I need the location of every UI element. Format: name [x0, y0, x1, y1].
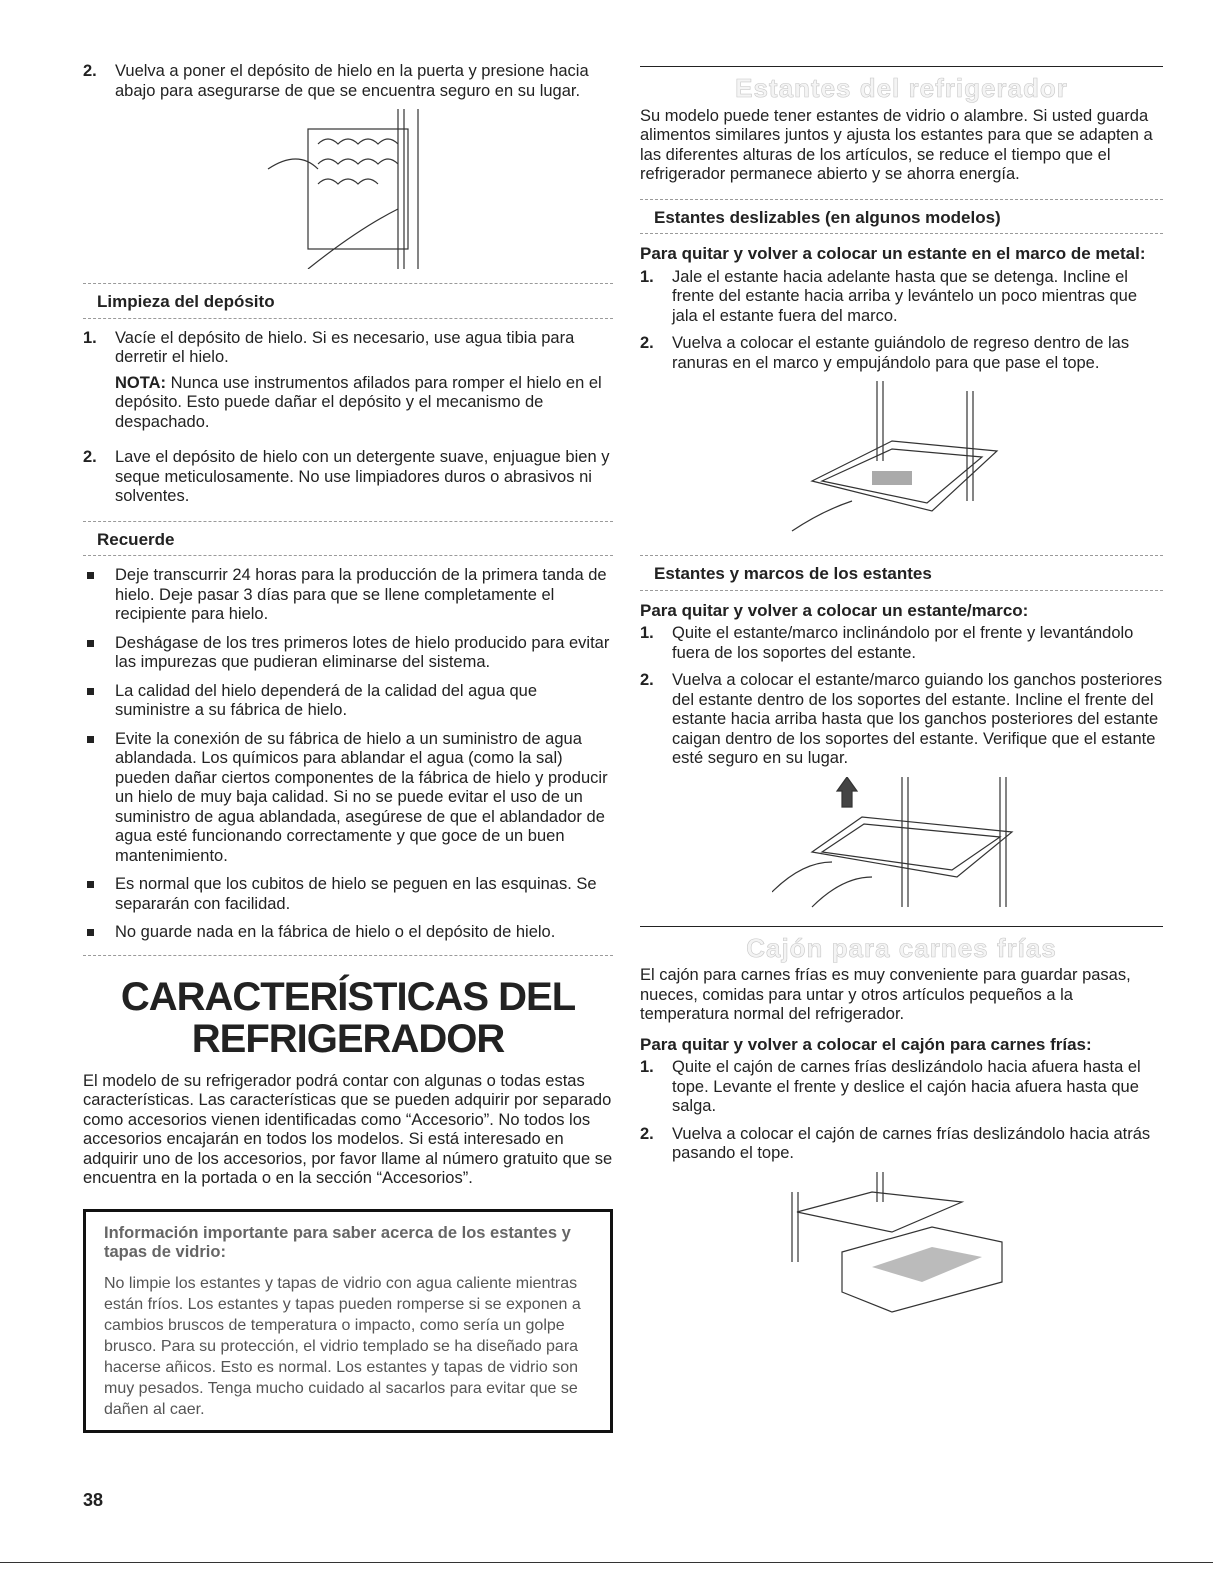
- step-number: 2.: [640, 1124, 654, 1143]
- bottom-rule: [0, 1562, 1213, 1563]
- page-number: 38: [83, 1490, 104, 1510]
- remember-heading: Recuerde: [83, 521, 613, 557]
- step-text: Vuelva a colocar el estante/marco guiando los ganchos posteriores del estante dentro de los soportes del estante. Incline el frente del estante hacia arriba hasta que los ganchos posteriores del estante caigan dentro de los soportes del estante. Verifique que el estante esté seguro en su lugar.: [672, 671, 1163, 767]
- features-title-line-1: CARACTERÍSTICAS DEL: [120, 974, 576, 1019]
- cleaning-step-2: [83, 448, 613, 507]
- step-number: 1.: [83, 328, 97, 347]
- shelf-frames-heading: Estantes y marcos de los estantes: [640, 555, 1163, 591]
- step-text: Vuelva a poner el depósito de hielo en la puerta y presione hacia abajo para asegurarse de que se encuentra seguro en su lugar.: [115, 62, 589, 100]
- deli-step-2: [640, 1125, 1163, 1164]
- notice-body: No limpie los estantes y tapas de vidrio con agua caliente mientras están fríos. Los estantes y tapas pueden romperse si se exponen a cambios bruscos de temperatura o impacto, como sería un golpe brusco. Para su protección, el vidrio templado se ha diseñado para hacerse añicos. Esto es normal. Los estantes y tapas de vidrio son muy pesados. Tenga mucho cuidado al sacarlos para evitar que se dañen al caer.: [104, 1274, 581, 1418]
- step-text: Quite el estante/marco inclinándolo por el frente y levantándolo fuera de los soportes del estante.: [672, 624, 1134, 662]
- note-text: Nunca use instrumentos afilados para romper el hielo en el depósito. Esto puede dañar el depósito y el mecanismo de despachado.: [115, 373, 602, 431]
- list-item: Deje transcurrir 24 horas para la producción de la primera tanda de hielo. Deje pasar 3 días para que se llene completamente el recipiente para hielo.: [83, 566, 613, 625]
- step-number: 1.: [640, 267, 654, 286]
- ice-bin-step-2: [83, 62, 613, 101]
- section-rule: [640, 66, 1163, 67]
- step-text: Vuelva a colocar el estante guiándolo de regreso dentro de las ranuras en el marco y empujándolo para que pase el tope.: [672, 334, 1130, 372]
- notice-title: Información importante para saber acerca de los estantes y tapas de vidrio:: [104, 1223, 571, 1261]
- step-number: 2.: [640, 334, 654, 352]
- list-item: No guarde nada en la fábrica de hielo o el depósito de hielo.: [83, 923, 613, 943]
- features-title-line-2: REFRIGERADOR: [191, 1016, 505, 1061]
- cleaning-note: [115, 374, 613, 433]
- features-intro: El modelo de su refrigerador podrá contar con algunas o todas estas características. Las características que se pueden adquirir por separado como accesorios vienen identificadas como “Accesorio”. No todos los accesorios encajarán en todos los modelos. Si está interesado en adquirir uno de los accesorios, por favor llame al número gratuito que se encuentra en la portada o en la sección “Accesorios”.: [83, 1071, 613, 1187]
- frames-proc-heading: Para quitar y volver a colocar un estante/marco:: [640, 600, 1029, 620]
- frames-step-1: [640, 624, 1163, 663]
- remember-list: [83, 566, 613, 943]
- list-item: Es normal que los cubitos de hielo se peguen en las esquinas. Se separarán con facilidad.: [83, 875, 613, 914]
- step-number: 2.: [83, 448, 97, 466]
- sliding-step-2: [640, 334, 1163, 373]
- list-item: Deshágase de los tres primeros lotes de hielo producido para evitar las impurezas que pudieran eliminarse del sistema.: [83, 634, 613, 673]
- list-item: La calidad del hielo dependerá de la calidad del agua que suministre a su fábrica de hielo.: [83, 682, 613, 721]
- step-text: Vuelva a colocar el cajón de carnes frías deslizándolo hacia atrás pasando el tope.: [672, 1124, 1151, 1162]
- shelves-intro: Su modelo puede tener estantes de vidrio o alambre. Si usted guarda alimentos similares juntos y ajusta los estantes para que se adapten a las diferentes alturas de los artículos, se reduce el tiempo que el refrigerador permanece abierto y se ahorra energía.: [640, 106, 1153, 183]
- sliding-shelves-heading: Estantes deslizables (en algunos modelos): [640, 199, 1163, 235]
- glass-shelves-notice: [83, 1209, 613, 1433]
- deli-intro: El cajón para carnes frías es muy conveniente para guardar pasas, nueces, comidas para untar y otros artículos pequeños a la temperatura normal del refrigerador.: [640, 966, 1131, 1023]
- cleaning-step-1: [83, 329, 613, 441]
- sliding-step-1: [640, 268, 1163, 327]
- step-number: 1.: [640, 624, 654, 642]
- step-text: Lave el depósito de hielo con un detergente suave, enjuague bien y seque meticulosamente. No use limpiadores duros o abrasivos ni solventes.: [115, 448, 610, 505]
- frames-step-2: [640, 671, 1163, 769]
- right-column: [640, 62, 1163, 1328]
- divider: [83, 955, 613, 956]
- deli-proc-heading: Para quitar y volver a colocar el cajón para carnes frías:: [640, 1034, 1092, 1054]
- step-number: 2.: [83, 62, 97, 80]
- step-text: Vacíe el depósito de hielo. Si es necesario, use agua tibia para derretir el hielo.: [115, 328, 575, 366]
- deli-title: Cajón para carnes frías: [746, 932, 1057, 963]
- step-text: Jale el estante hacia adelante hasta que se detenga. Incline el frente del estante hacia arriba y levántelo un poco mientras que jala el estante fuera del marco.: [672, 267, 1138, 325]
- list-item: Evite la conexión de su fábrica de hielo a un suministro de agua ablandada. Los químicos para ablandar el agua (como la sal) pueden dañar ciertos componentes de la fábrica de hielo y producir un hielo de muy baja calidad. Si no se puede evitar el uso de un suministro de agua ablandada, asegúrese de que el ablandador de agua esté funcionando correctamente y que goce de un buen mantenimiento.: [83, 730, 613, 867]
- step-text: Quite el cajón de carnes frías deslizándolo hacia afuera hasta el tope. Levante el frente y deslice el cajón hacia afuera hasta que salga.: [672, 1058, 1141, 1115]
- shelf-frame-illustration: [772, 777, 1032, 912]
- sliding-shelf-illustration: [782, 381, 1022, 541]
- shelves-title: Estantes del refrigerador: [735, 73, 1068, 103]
- step-number: 2.: [640, 671, 654, 689]
- note-label: NOTA:: [115, 373, 167, 392]
- cleaning-heading: Limpieza del depósito: [83, 283, 613, 319]
- deli-step-1: [640, 1058, 1163, 1117]
- step-number: 1.: [640, 1058, 654, 1076]
- deli-drawer-illustration: [782, 1172, 1022, 1322]
- left-column: [83, 62, 613, 1433]
- sliding-proc-heading: Para quitar y volver a colocar un estante en el marco de metal:: [640, 244, 1146, 263]
- ice-bin-illustration: [248, 109, 448, 269]
- section-rule: [640, 926, 1163, 927]
- features-title: [83, 976, 613, 1060]
